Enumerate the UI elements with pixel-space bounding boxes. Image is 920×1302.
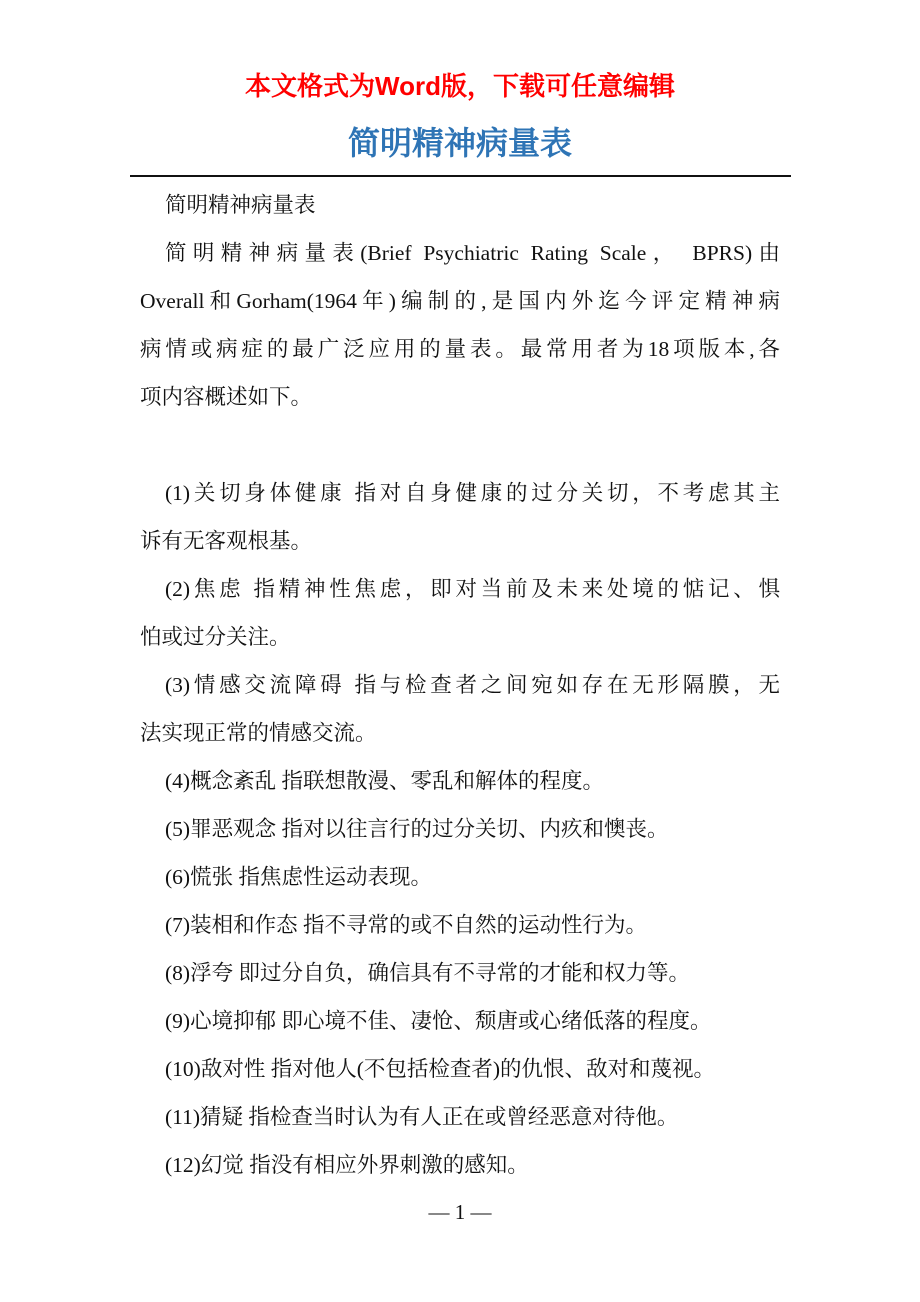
paragraph [140, 805, 780, 853]
text-line: (1)关切身体健康 指对自身健康的过分关切，不考虑其主 [165, 481, 780, 505]
paragraph [140, 229, 780, 421]
text-line: (7)装相和作态 指不寻常的或不自然的运动性行为。 [165, 913, 647, 937]
text-line: 诉有无客观根基。 [140, 529, 313, 553]
paragraph [140, 1045, 780, 1093]
paragraph [140, 661, 780, 757]
text-line: (12)幻觉 指没有相应外界刺激的感知。 [165, 1153, 529, 1177]
text-line: (10)敌对性 指对他人(不包括检查者)的仇恨、敌对和蔑视。 [165, 1057, 716, 1081]
paragraph [140, 901, 780, 949]
paragraph [140, 949, 780, 997]
text-line: (3)情感交流障碍 指与检查者之间宛如存在无形隔膜，无 [165, 673, 780, 697]
paragraph [140, 181, 780, 229]
text-line: Overall和Gorham(1964年)编制的,是国内外迄今评定精神病 [140, 289, 780, 313]
text-line: (8)浮夸 即过分自负，确信具有不寻常的才能和权力等。 [165, 961, 690, 985]
text-line: (9)心境抑郁 即心境不佳、凄怆、颓唐或心绪低落的程度。 [165, 1009, 712, 1033]
paragraph [140, 565, 780, 661]
text-line: 简明精神病量表 [165, 193, 316, 217]
text-line: (11)猜疑 指检查当时认为有人正在或曾经恶意对待他。 [165, 1105, 679, 1129]
paragraph [140, 757, 780, 805]
paragraph [140, 1093, 780, 1141]
text-line: (5)罪恶观念 指对以往言行的过分关切、内疚和懊丧。 [165, 817, 669, 841]
paragraph [140, 853, 780, 901]
text-line: (4)概念紊乱 指联想散漫、零乱和解体的程度。 [165, 769, 604, 793]
download-banner: 本文格式为Word版，下载可任意编辑 [245, 71, 675, 101]
text-line: 病情或病症的最广泛应用的量表。最常用者为18项版本,各 [140, 337, 780, 361]
text-line: 法实现正常的情感交流。 [140, 721, 377, 745]
page-number: — 1 — [428, 1200, 492, 1224]
text-line: 怕或过分关注。 [140, 625, 291, 649]
text-line: (2)焦虑 指精神性焦虑，即对当前及未来处境的惦记、惧 [165, 577, 780, 601]
paragraph [140, 469, 780, 565]
text-line: 简明精神病量表(Brief Psychiatric Rating Scale， BPRS)由 [165, 241, 780, 265]
text-line: 项内容概述如下。 [140, 385, 313, 409]
text-line: (6)慌张 指焦虑性运动表现。 [165, 865, 432, 889]
paragraph [140, 997, 780, 1045]
paragraph [140, 1141, 780, 1189]
header-rule [130, 175, 791, 177]
document-title: 简明精神病量表 [347, 125, 572, 161]
document-body [140, 181, 780, 1189]
blank-line [140, 421, 780, 469]
